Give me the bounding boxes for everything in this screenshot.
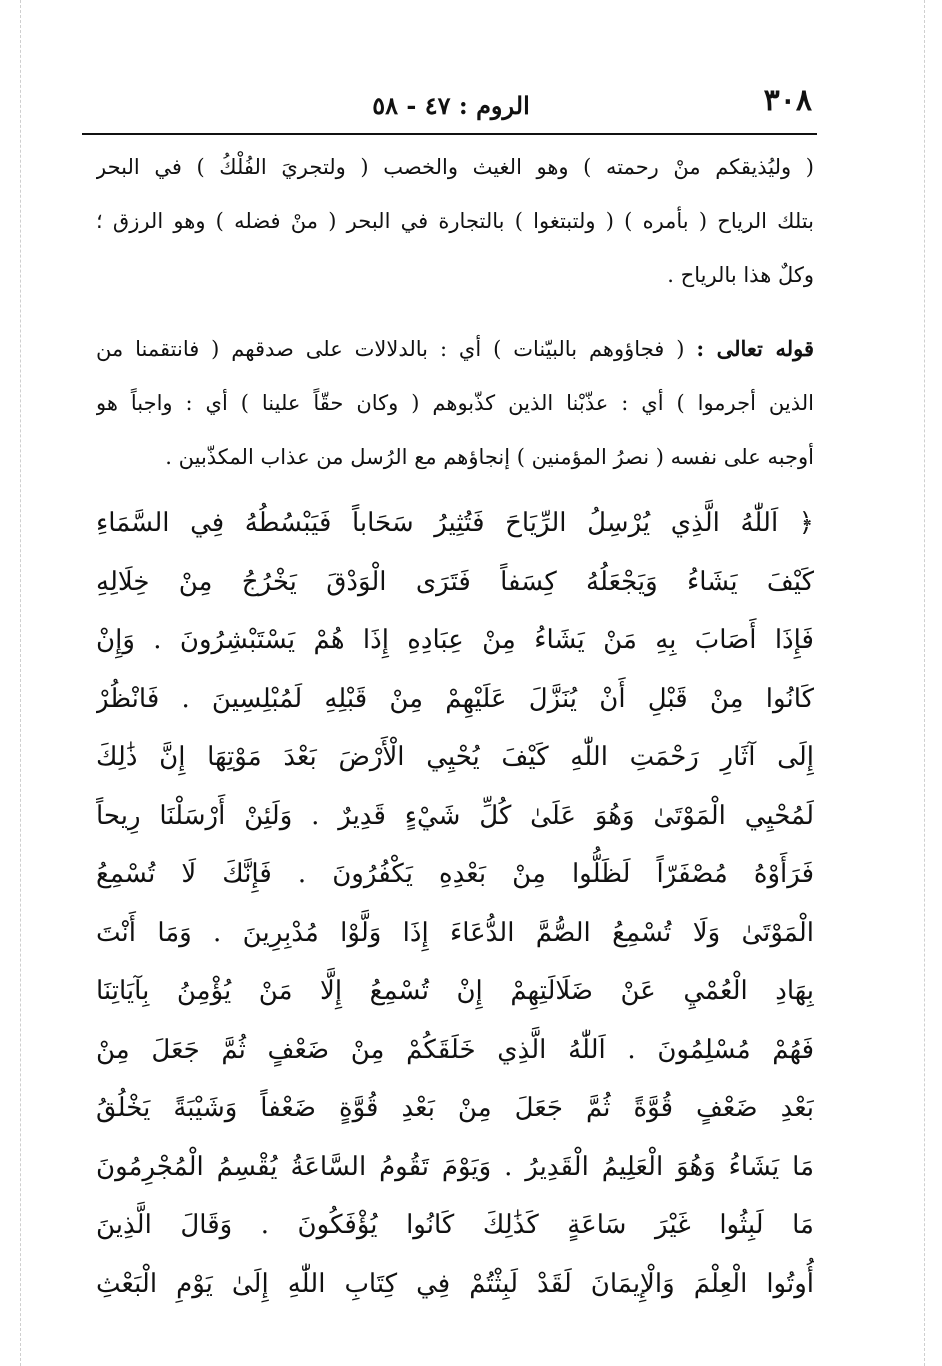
header-rule — [82, 133, 817, 135]
text-line: ( وليُذيقكم منْ رحمته ) وهو الغيث والخصب ( ولتجريَ الفُلْكُ ) في البحر — [96, 155, 814, 179]
page-body — [96, 140, 814, 1313]
paragraph-gap — [96, 484, 814, 494]
left-margin-guide — [20, 0, 21, 1366]
page-header — [90, 78, 812, 128]
verse-line: إِلَى آثَارِ رَحْمَتِ اللّٰهِ كَيْفَ يُحْيِي الْأَرْضَ بَعْدَ مَوْتِهَا إِنَّ ذَٰلِكَ — [96, 742, 814, 772]
text-line: بتلك الرياح ( بأمره ) ( ولتبتغوا ) بالتجارة في البحر ( منْ فضله ) وهو الرزق ؛ — [96, 209, 814, 233]
verse-line: لَمُحْيِي الْمَوْتَىٰ وَهُوَ عَلَىٰ كُلِّ شَيْءٍ قَدِيرٌ . وَلَئِنْ أَرْسَلْنَا رِيحاً — [96, 800, 814, 831]
verse-line: بَعْدِ ضَعْفٍ قُوَّةً ثُمَّ جَعَلَ مِنْ بَعْدِ قُوَّةٍ ضَعْفاً وَشَيْبَةً يَخْلُقُ — [96, 1093, 814, 1123]
text-line — [96, 322, 814, 376]
commentary-text: ( فجاؤوهم بالبيّنات ) أي : بالدلالات على صدقهم ( فانتقمنا من — [96, 337, 685, 361]
verse-line: فَرَأَوْهُ مُصْفَرّاً لَظَلُّوا مِنْ بَعْدِهِ يَكْفُرُونَ . فَإِنَّكَ لَا تُسْمِعُ — [96, 859, 814, 889]
verse-line: كَانُوا مِنْ قَبْلِ أَنْ يُنَزَّلَ عَلَيْهِمْ مِنْ قَبْلِهِ لَمُبْلِسِينَ . فَانْظُرْ — [96, 683, 814, 714]
verse-line: ﴿ اَللّٰهُ الَّذِي يُرْسِلُ الرِّيَاحَ فَتُثِيرُ سَحَاباً فَيَبْسُطُهُ فِي السَّمَاءِ — [96, 508, 814, 538]
text-line: وكلٌ هذا بالرياح . — [667, 263, 814, 287]
commentary-paragraph-2 — [96, 322, 814, 484]
running-title: الروم : ٤٧ - ٥٨ — [372, 91, 530, 120]
commentary-lead: قوله تعالى : — [696, 336, 814, 361]
verse-line: مَا لَبِثُوا غَيْرَ سَاعَةٍ كَذَٰلِكَ كَانُوا يُؤْفَكُونَ . وَقَالَ الَّذِينَ — [96, 1210, 814, 1240]
commentary-paragraph-1 — [96, 140, 814, 302]
quran-verses — [96, 494, 814, 1313]
verse-line: الْمَوْتَىٰ وَلَا تُسْمِعُ الصُّمَّ الدُّعَاءَ إِذَا وَلَّوْا مُدْبِرِينَ . وَمَا أَنْتَ — [96, 917, 814, 948]
verse-line: كَيْفَ يَشَاءُ وَيَجْعَلُهُ كِسَفاً فَتَرَى الْوَدْقَ يَخْرُجُ مِنْ خِلَالِهِ — [96, 566, 814, 597]
verse-line: بِهَادِ الْعُمْيِ عَنْ ضَلَالَتِهِمْ إِنْ تُسْمِعُ إِلَّا مَنْ يُؤْمِنُ بِآيَاتِنَا — [96, 976, 814, 1006]
verse-line: أُوتُوا الْعِلْمَ وَالْإِيمَانَ لَقَدْ لَبِثْتُمْ فِي كِتَابِ اللّٰهِ إِلَىٰ يَوْمِ الْبَعْثِ — [96, 1268, 814, 1299]
verse-line: فَإِذَا أَصَابَ بِهِ مَنْ يَشَاءُ مِنْ عِبَادِهِ إِذَا هُمْ يَسْتَبْشِرُونَ . وَإِنْ — [96, 625, 814, 655]
right-margin-guide — [924, 0, 925, 1366]
text-line: أوجبه على نفسه ( نصرُ المؤمنين ) إنجاؤهم مع الرُسل من عذاب المكذّبين . — [165, 445, 814, 469]
verse-line: مَا يَشَاءُ وَهُوَ الْعَلِيمُ الْقَدِيرُ . وَيَوْمَ تَقُومُ السَّاعَةُ يُقْسِمُ الْمُجْرِمُونَ — [96, 1151, 814, 1182]
page-number: ٣٠٨ — [763, 83, 812, 118]
paragraph-gap — [96, 302, 814, 322]
text-line: الذين أجرموا ) أي : عذّبْنا الذين كذّبوهم ( وكان حقّاً علينا ) أي : واجباً هو — [96, 391, 814, 415]
verse-line: فَهُمْ مُسْلِمُونَ . اَللّٰهُ الَّذِي خَلَقَكُمْ مِنْ ضَعْفٍ ثُمَّ جَعَلَ مِنْ — [96, 1034, 814, 1065]
